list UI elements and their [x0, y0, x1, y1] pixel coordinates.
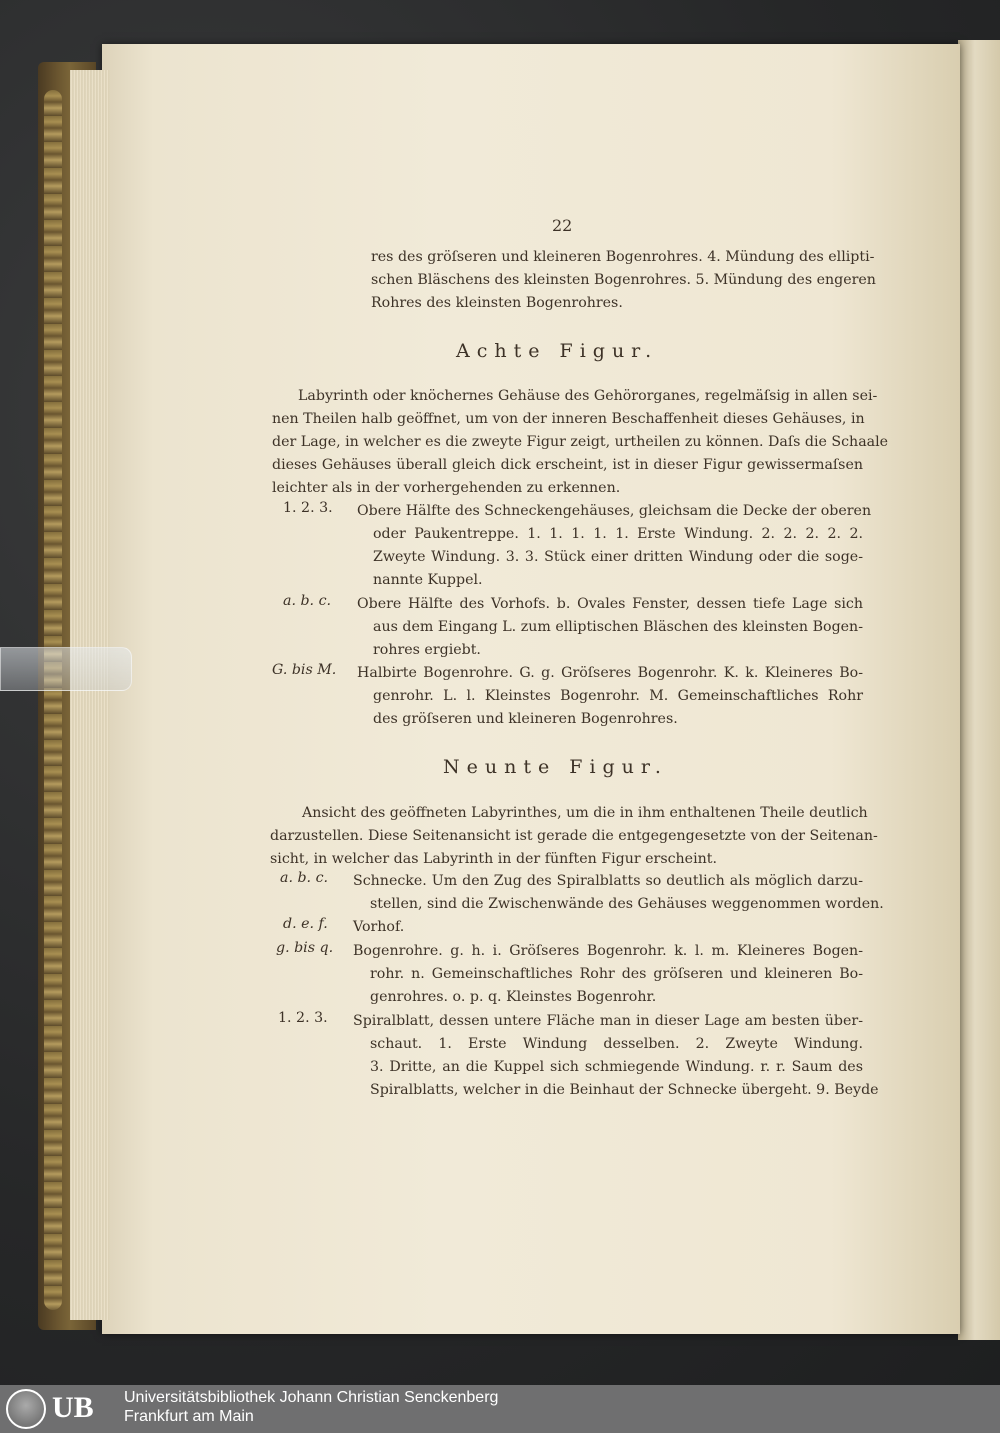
- item-label: a. b. c.: [280, 870, 329, 886]
- item-line: aus dem Eingang L. zum elliptischen Bläschen des kleinsten Bogen-: [373, 619, 863, 635]
- item-line: schaut. 1. Erste Windung desselben. 2. Zweyte Windung.: [370, 1036, 863, 1052]
- library-logo: [6, 1389, 116, 1429]
- item-line: genrohr. L. l. Kleinstes Bogenrohr. M. Gemeinschaftliches Rohr: [373, 688, 863, 704]
- item-line: Spiralblatts, welcher in die Beinhaut der Schnecke übergeht. 9. Beyde: [370, 1082, 879, 1098]
- item-line: Zweyte Windung. 3. 3. Stück einer dritten Windung oder die soge-: [373, 549, 863, 565]
- portrait-icon: [6, 1389, 46, 1429]
- binding-ornament: [44, 90, 62, 1310]
- item-line: rohres ergiebt.: [373, 642, 481, 658]
- logo-text: UB: [52, 1391, 94, 1424]
- item-label: a. b. c.: [283, 593, 332, 609]
- item-line: Vorhof.: [353, 919, 405, 935]
- paragraph-line: Ansicht des geöffneten Labyrinthes, um die in ihm enthaltenen Theile deutlich: [302, 805, 868, 821]
- intro-line: Rohres des kleinsten Bogenrohres.: [371, 295, 623, 311]
- item-line: des gröſseren und kleineren Bogenrohres.: [373, 711, 678, 727]
- item-line: Halbirte Bogenrohre. G. g. Gröſseres Bogenrohr. K. k. Kleineres Bo-: [357, 665, 863, 681]
- item-line: Spiralblatt, dessen untere Fläche man in dieser Lage am besten über-: [353, 1013, 863, 1029]
- intro-line: schen Bläschens des kleinsten Bogenrohres. 5. Mündung des engeren: [371, 272, 876, 288]
- item-line: Bogenrohre. g. h. i. Gröſseres Bogenrohr. k. l. m. Kleineres Bogen-: [353, 943, 863, 959]
- paragraph-line: leichter als in der vorhergehenden zu erkennen.: [272, 480, 621, 496]
- paragraph-line: dieses Gehäuses überall gleich dick erscheint, ist in dieser Figur gewissermaſsen: [272, 457, 863, 473]
- paragraph-line: nen Theilen halb geöffnet, um von der inneren Beschaffenheit dieses Gehäuses, in: [272, 411, 865, 427]
- item-line: 3. Dritte, an die Kuppel sich schmiegende Windung. r. r. Saum des: [370, 1059, 863, 1075]
- item-label: g. bis q.: [276, 940, 334, 956]
- section-heading-achte: Achte Figur.: [456, 340, 659, 362]
- item-line: nannte Kuppel.: [373, 572, 483, 588]
- item-line: oder Paukentreppe. 1. 1. 1. 1. 1. Erste Windung. 2. 2. 2. 2. 2.: [373, 526, 863, 542]
- item-label: 1. 2. 3.: [278, 1010, 328, 1026]
- item-line: genrohres. o. p. q. Kleinstes Bogenrohr.: [370, 989, 657, 1005]
- item-line: Schnecke. Um den Zug des Spiralblatts so deutlich als möglich darzu-: [353, 873, 863, 889]
- footer-city: Frankfurt am Main: [124, 1408, 254, 1425]
- next-page-edge: [958, 40, 1000, 1340]
- section-heading-neunte: Neunte Figur.: [443, 756, 668, 778]
- item-line: Obere Hälfte des Schneckengehäuses, gleichsam die Decke der oberen: [357, 503, 872, 519]
- item-line: Obere Hälfte des Vorhofs. b. Ovales Fenster, dessen tiefe Lage sich: [357, 596, 863, 612]
- paragraph-line: Labyrinth oder knöchernes Gehäuse des Gehörorganes, regelmäſsig in allen sei-: [298, 388, 878, 404]
- item-label: d. e. f.: [283, 916, 328, 932]
- item-line: stellen, sind die Zwischenwände des Gehäuses weggenommen worden.: [370, 896, 884, 912]
- item-line: rohr. n. Gemeinschaftliches Rohr des gröſseren und kleineren Bo-: [370, 966, 863, 982]
- paragraph-line: sicht, in welcher das Labyrinth in der fünften Figur erscheint.: [270, 851, 717, 867]
- intro-line: res des gröſseren und kleineren Bogenrohres. 4. Mündung des ellipti-: [371, 249, 875, 265]
- page-number: 22: [552, 216, 573, 235]
- footer-institution: Universitätsbibliothek Johann Christian Senckenberg: [124, 1389, 499, 1406]
- paragraph-line: darzustellen. Diese Seitenansicht ist gerade die entgegengesetzte von der Seitenan-: [270, 828, 878, 844]
- page-edges: [70, 70, 110, 1320]
- item-label: 1. 2. 3.: [283, 500, 333, 516]
- page-clip: [0, 647, 132, 691]
- paragraph-line: der Lage, in welcher es die zweyte Figur zeigt, urtheilen zu können. Daſs die Schaale: [272, 434, 889, 450]
- item-label: G. bis M.: [272, 662, 337, 678]
